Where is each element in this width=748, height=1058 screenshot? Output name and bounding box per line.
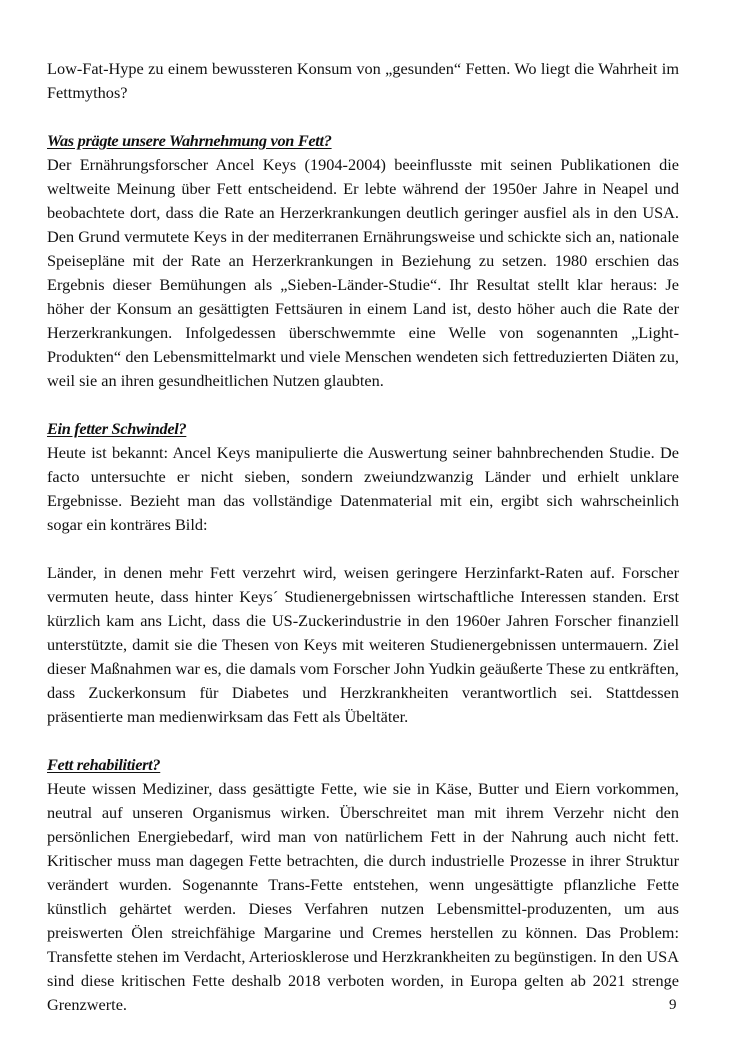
section-heading: Was prägte unsere Wahrnehmung von Fett? bbox=[47, 131, 332, 150]
spacer bbox=[47, 105, 679, 129]
page-number: 9 bbox=[669, 997, 677, 1013]
section-fat-rehabilitated bbox=[47, 753, 679, 1017]
section-heading: Fett rehabilitiert? bbox=[47, 755, 161, 774]
spacer bbox=[47, 537, 679, 561]
spacer bbox=[47, 729, 679, 753]
section-paragraph: Der Ernährungsforscher Ancel Keys (1904-2004) beeinflusste mit seinen Publikationen die weltweite Meinung über Fett entscheidend. Er lebte während der 1950er Jahre in Neapel und beobachtete dort, dass die Rate an Herzerkrankungen deutlich geringer ausfiel als in den USA. Den Grund vermutete Keys in der mediterranen Ernährungsweise und schickte sich an, nationale Speisepläne mit der Rate an Herzerkrankungen in Beziehung zu setzen. 1980 erschien das Ergebnis dieser Bemühungen als „Sieben-Länder-Studie“. Ihr Resultat stellt klar heraus: Je höher der Konsum an gesättigten Fettsäuren in einem Land ist, desto höher auch die Rate der Herzerkrankungen. Infolgedessen überschwemmte eine Welle von sogenannten „Light-Produkten“ den Lebensmittelmarkt und viele Menschen wendeten sich fettreduzierten Diäten zu, weil sie an ihren gesundheitlichen Nutzen glaubten. bbox=[47, 155, 679, 390]
section-paragraph: Heute ist bekannt: Ancel Keys manipulierte die Auswertung seiner bahnbrechenden Studie. De facto untersuchte er nicht sieben, sondern zweiundzwanzig Länder und erhielt unklare Ergebnisse. Bezieht man das vollständige Datenmaterial mit ein, ergibt sich wahrscheinlich sogar ein konträres Bild: bbox=[47, 443, 679, 534]
document-page bbox=[47, 57, 679, 1017]
section-paragraph: Heute wissen Mediziner, dass gesättigte Fette, wie sie in Käse, Butter und Eiern vorkommen, neutral auf unseren Organismus wirken. Überschreitet man mit ihrem Verzehr nicht den persönlichen Energiebedarf, wird man von natürlichem Fett in der Nahrung auch nicht fett. Kritischer muss man dagegen Fette betrachten, die durch industrielle Prozesse in ihrer Struktur verändert wurden. Sogenannte Trans-Fette entstehen, wenn ungesättigte pflanzliche Fette künstlich gehärtet werden. Dieses Verfahren nutzen Lebensmittel-produzenten, um aus preiswerten Ölen streichfähige Margarine und Cremes herstellen zu können. Das Problem: Transfette stehen im Verdacht, Arteriosklerose und Herzkrankheiten zu begünstigen. In den USA sind diese kritischen Fette deshalb 2018 verboten worden, in Europa gelten ab 2021 strenge Grenzwerte. bbox=[47, 779, 679, 1014]
spacer bbox=[47, 393, 679, 417]
intro-paragraph: Low-Fat-Hype zu einem bewussteren Konsum von „gesunden“ Fetten. Wo liegt die Wahrheit im Fettmythos? bbox=[47, 59, 679, 102]
section-fat-swindle bbox=[47, 417, 679, 729]
section-heading: Ein fetter Schwindel? bbox=[47, 419, 187, 438]
section-paragraph: Länder, in denen mehr Fett verzehrt wird, weisen geringere Herzinfarkt-Raten auf. Forscher vermuten heute, dass hinter Keys´ Studienergebnissen wirtschaftliche Interessen standen. Erst kürzlich kam ans Licht, dass die US-Zuckerindustrie in den 1960er Jahren Forscher finanziell unterstützte, damit sie die Thesen von Keys mit weiteren Studienergebnissen untermauern. Ziel dieser Maßnahmen war es, die damals vom Forscher John Yudkin geäußerte These zu entkräften, dass Zuckerkonsum für Diabetes und Herzkrankheiten verantwortlich sei. Stattdessen präsentierte man medienwirksam das Fett als Übeltäter. bbox=[47, 563, 679, 726]
section-perception-of-fat bbox=[47, 129, 679, 393]
